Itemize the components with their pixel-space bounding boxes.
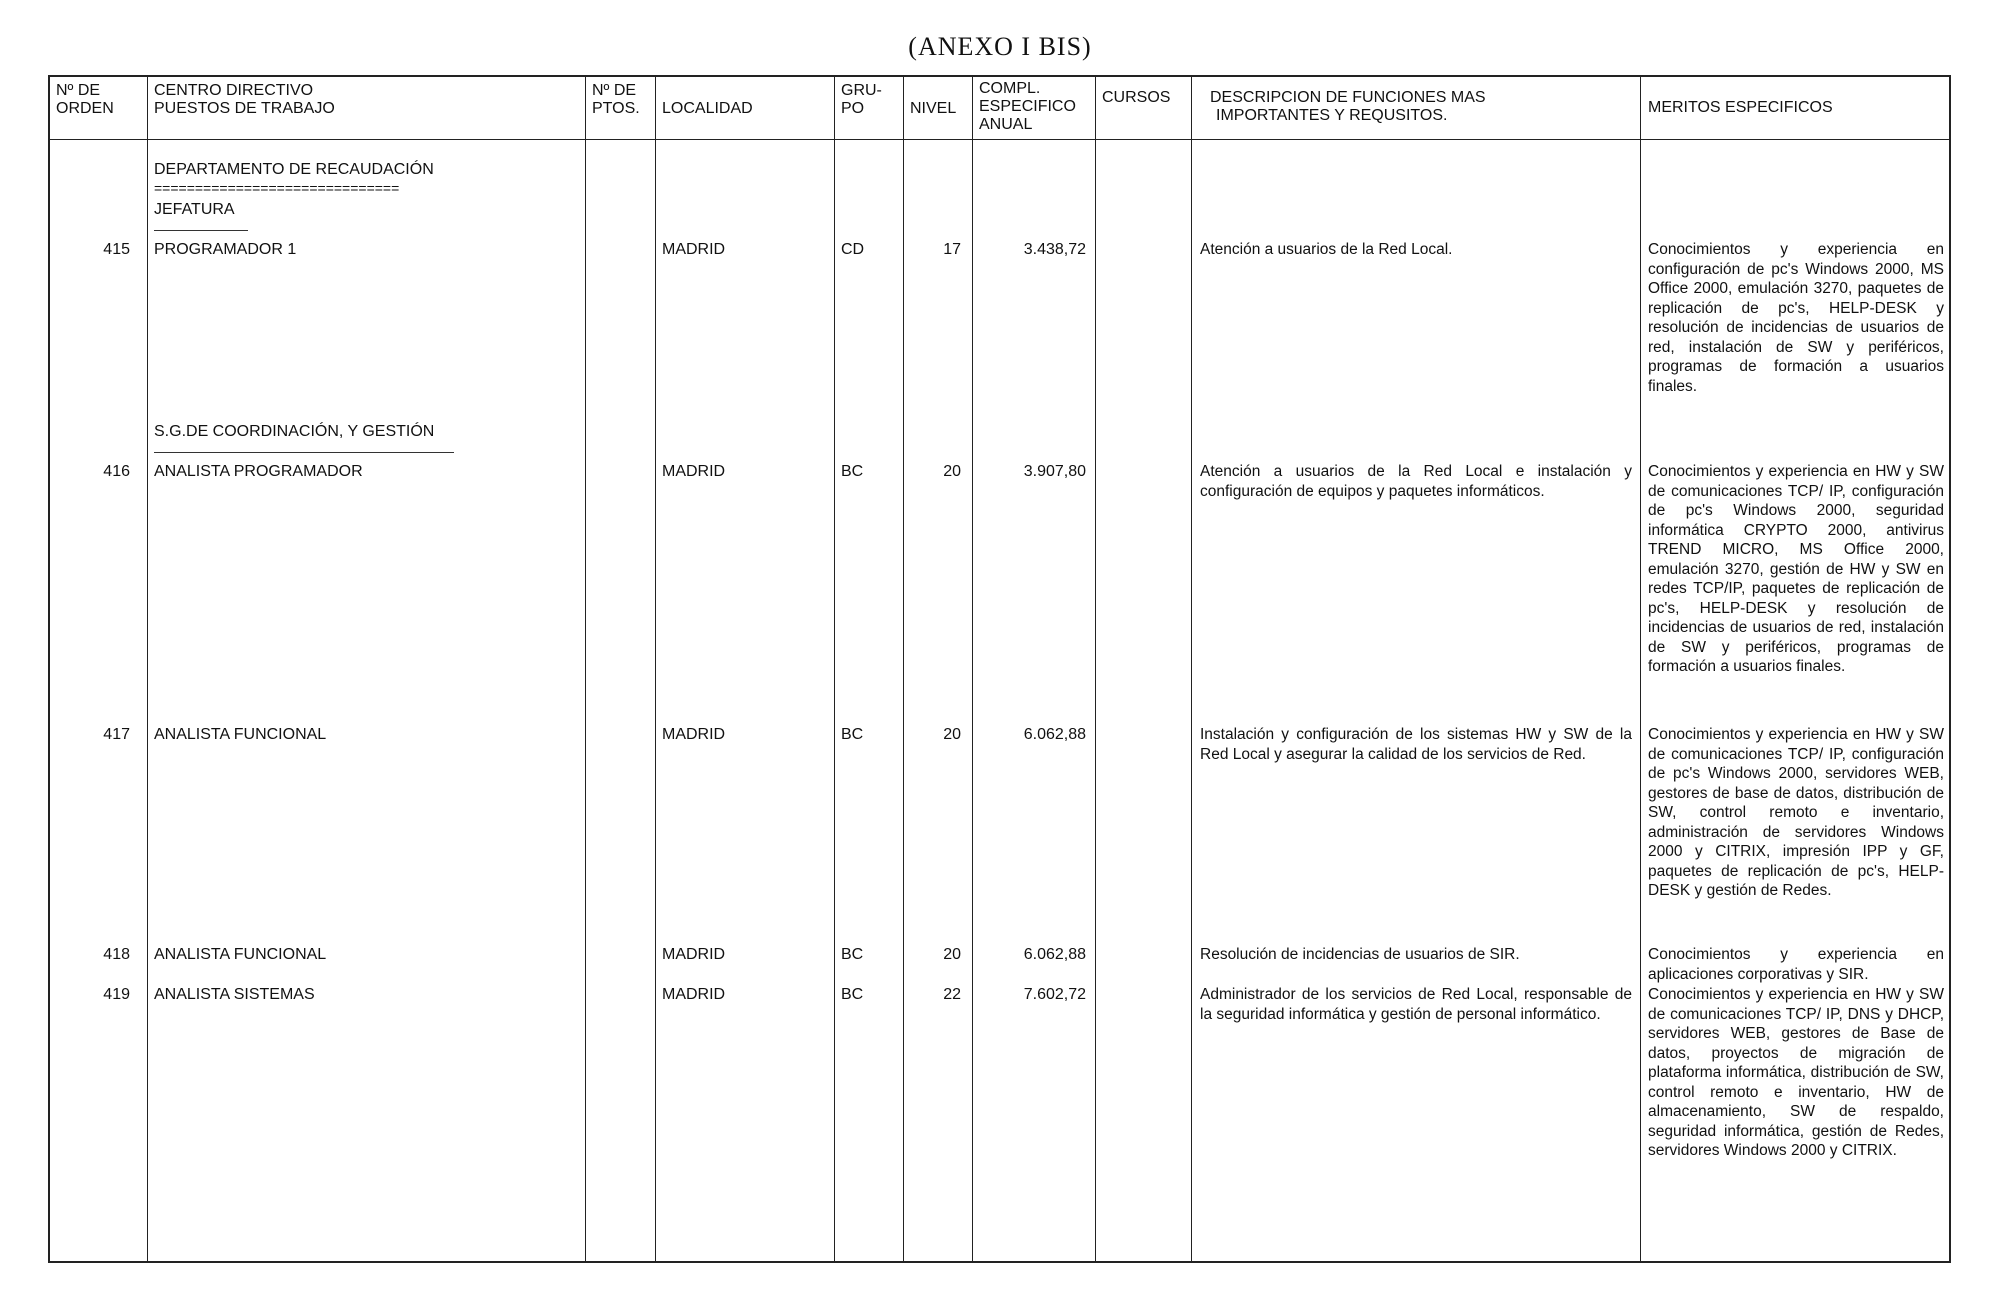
row-nivel: 22 [943, 986, 961, 1003]
row-puesto: ANALISTA PROGRAMADOR [154, 463, 363, 480]
row-orden: 417 [103, 726, 130, 743]
header-orden: Nº DE ORDEN [56, 82, 114, 117]
row-descripcion: Atención a usuarios de la Red Local e instalación y configuración de equipos y paquetes informáticos. [1200, 463, 1632, 500]
column-divider [585, 77, 586, 1261]
row-meritos: Conocimientos y experiencia en HW y SW de comunicaciones TCP/ IP, configuración de pc's Windows 2000, servidores WEB, gestores de base de datos, distribución de SW, control remoto e inventario, administración de servidores Windows 2000 y CITRIX, impresión IPP y GF, paquetes de replicación de pc's, HELP-DESK y gestión de Redes. [1648, 726, 1944, 899]
row-puesto: ANALISTA FUNCIONAL [154, 726, 327, 743]
row-localidad: MADRID [662, 463, 726, 480]
row-compl: 3.438,72 [1023, 241, 1086, 258]
row-compl: 6.062,88 [1023, 726, 1086, 743]
row-localidad: MADRID [662, 946, 726, 963]
header-compl-especifico: COMPL. ESPECIFICO ANUAL [979, 80, 1076, 133]
row-grupo: BC [841, 726, 864, 743]
row-meritos: Conocimientos y experiencia en configuración de pc's Windows 2000, MS Office 2000, emulación 3270, paquetes de replicación de pc's, HELP-DESK y resolución de incidencias de usuarios de red, instalación de SW y periféricos, programas de formación a usuarios finales. [1648, 241, 1944, 395]
section-rule: ============================== [154, 181, 400, 195]
underline [154, 230, 248, 231]
row-nivel: 17 [943, 241, 961, 258]
row-meritos: Conocimientos y experiencia en HW y SW de comunicaciones TCP/ IP, configuración de pc's Windows 2000, seguridad informática CRYPTO 2000, antivirus TREND MICRO, MS Office 2000, emulación 3270, gestión de HW y SW en redes TCP/IP, paquetes de replicación de pc's, HELP-DESK y resolución de incidencias de usuarios de red, instalación de SW y periféricos, programas de formación a usuarios finales. [1648, 463, 1944, 675]
row-grupo: BC [841, 986, 864, 1003]
header-meritos: MERITOS ESPECIFICOS [1648, 99, 1833, 116]
row-puesto: ANALISTA SISTEMAS [154, 986, 315, 1003]
positions-table [48, 75, 1951, 1263]
underline [154, 452, 454, 453]
row-grupo: BC [841, 946, 864, 963]
document-title: (ANEXO I BIS) [908, 32, 1092, 61]
row-puesto: PROGRAMADOR 1 [154, 241, 297, 258]
header-centro-directivo: CENTRO DIRECTIVO PUESTOS DE TRABAJO [154, 82, 335, 117]
header-divider [50, 139, 1949, 140]
section-jefatura: JEFATURA [154, 201, 235, 218]
section-departamento: DEPARTAMENTO DE RECAUDACIÓN [154, 161, 434, 178]
row-orden: 416 [103, 463, 130, 480]
header-cursos: CURSOS [1102, 89, 1171, 106]
header-grupo: GRU- PO [841, 82, 882, 117]
row-descripcion: Atención a usuarios de la Red Local. [1200, 241, 1453, 258]
row-localidad: MADRID [662, 241, 726, 258]
row-compl: 6.062,88 [1023, 946, 1086, 963]
header-localidad: LOCALIDAD [662, 100, 753, 117]
row-orden: 418 [103, 946, 130, 963]
row-nivel: 20 [943, 946, 961, 963]
row-nivel: 20 [943, 463, 961, 480]
row-compl: 7.602,72 [1023, 986, 1086, 1003]
row-descripcion: Resolución de incidencias de usuarios de SIR. [1200, 946, 1520, 963]
row-descripcion: Administrador de los servicios de Red Local, responsable de la seguridad informática y gestión de personal informático. [1200, 986, 1632, 1023]
header-nivel: NIVEL [910, 100, 957, 117]
row-compl: 3.907,80 [1023, 463, 1086, 480]
header-ptos: Nº DE PTOS. [592, 82, 640, 117]
row-descripcion: Instalación y configuración de los sistemas HW y SW de la Red Local y asegurar la calidad de los servicios de Red. [1200, 726, 1632, 763]
column-divider [655, 77, 656, 1261]
row-grupo: BC [841, 463, 864, 480]
row-localidad: MADRID [662, 986, 726, 1003]
column-divider [834, 77, 835, 1261]
section-subdireccion: S.G.DE COORDINACIÓN, Y GESTIÓN [154, 423, 435, 440]
column-divider [1095, 77, 1096, 1261]
row-orden: 415 [103, 241, 130, 258]
column-divider [1640, 77, 1641, 1261]
row-localidad: MADRID [662, 726, 726, 743]
row-nivel: 20 [943, 726, 961, 743]
row-puesto: ANALISTA FUNCIONAL [154, 946, 327, 963]
column-divider [1191, 77, 1192, 1261]
row-meritos: Conocimientos y experiencia en HW y SW de comunicaciones TCP/ IP, DNS y DHCP, servidores WEB, gestores de Base de datos, proyectos de migración de plataforma informática, distribución de SW, control remoto e inventario, HW de almacenamiento, SW de respaldo, seguridad informática, gestión de Redes, servidores Windows 2000 y CITRIX. [1648, 986, 1944, 1159]
row-grupo: CD [841, 241, 865, 258]
row-meritos: Conocimientos y experiencia en aplicaciones corporativas y SIR. [1648, 946, 1944, 983]
column-divider [147, 77, 148, 1261]
row-orden: 419 [103, 986, 130, 1003]
header-descripcion: DESCRIPCION DE FUNCIONES MAS IMPORTANTES Y REQUSITOS. [1210, 89, 1486, 124]
